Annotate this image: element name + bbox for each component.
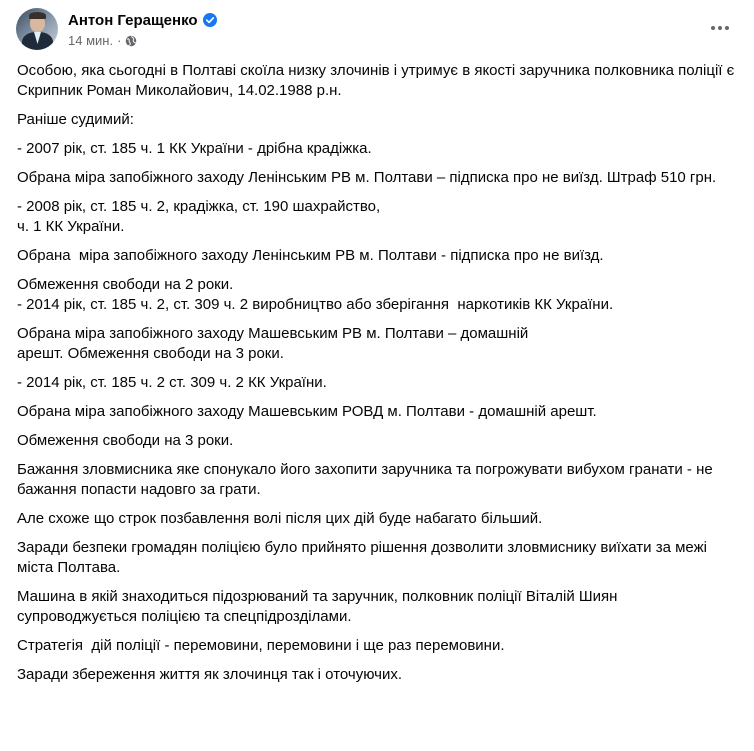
post-paragraph: Обрана міра запобіжного заходу Ленінським РВ м. Полтави – підписка про не виїзд. Штраф 510 грн. <box>17 169 717 186</box>
author-row <box>68 10 217 30</box>
more-horizontal-icon <box>711 26 715 30</box>
post-meta <box>68 10 217 48</box>
post-paragraph: Особою, яка сьогодні в Полтаві скоїла низку злочинів і утримує в якості заручника полковника поліції є Скрипник Роман Миколайович, 14.02.1988 р.н. <box>17 62 739 99</box>
timestamp-row <box>68 33 217 48</box>
post-paragraph: Обрана міра запобіжного заходу Ленінським РВ м. Полтави - підписка про не виїзд. <box>17 247 604 264</box>
post-paragraph: - 2014 рік, ст. 185 ч. 2 ст. 309 ч. 2 КК України. <box>17 374 327 391</box>
globe-icon[interactable] <box>125 35 137 47</box>
verified-badge-icon <box>203 13 217 27</box>
post-paragraph: Заради збереження життя як злочинця так і оточуючих. <box>17 666 403 683</box>
post-paragraph: Обмеження свободи на 3 роки. <box>17 432 234 449</box>
post-paragraph: Заради безпеки громадян поліцією було прийнято рішення дозволити зловмиснику виїхати за межі міста Полтава. <box>17 539 712 576</box>
more-dot <box>718 26 722 30</box>
post-header <box>16 4 217 54</box>
separator-dot: · <box>117 33 122 48</box>
post-paragraph: Обрана міра запобіжного заходу Машевським РОВД м. Полтави - домашній арешт. <box>17 403 597 420</box>
post-paragraph: Стратегія дій поліції - перемовини, перемовини і ще раз перемовини. <box>17 637 505 654</box>
post-paragraph: Машина в якій знаходиться підозрюваний та заручник, полковник поліції Віталій Шиян супроводжується поліцією та спецпідрозділами. <box>17 588 622 625</box>
post-paragraph: - 2007 рік, ст. 185 ч. 1 КК України - дрібна крадіжка. <box>17 140 372 157</box>
more-dot <box>725 26 729 30</box>
post-timestamp[interactable]: 14 мин. <box>68 33 114 48</box>
post-body <box>17 61 737 694</box>
author-name[interactable]: Антон Геращенко <box>68 11 198 29</box>
avatar[interactable] <box>16 8 58 50</box>
post-paragraph: Бажання зловмисника яке спонукало його захопити заручника та погрожувати вибухом гранати - не бажання попасти надовго за грати. <box>17 461 717 498</box>
post-paragraph: Раніше судимий: <box>17 111 134 128</box>
post-paragraph: - 2008 рік, ст. 185 ч. 2, крадіжка, ст. 190 шахрайство, ч. 1 КК України. <box>17 198 381 235</box>
post-paragraph: Обмеження свободи на 2 роки. - 2014 рік, ст. 185 ч. 2, ст. 309 ч. 2 виробництво або зберігання наркотиків КК України. <box>17 276 614 313</box>
post-paragraph: Обрана міра запобіжного заходу Машевським РВ м. Полтави – домашній арешт. Обмеження свободи на 3 роки. <box>17 325 529 362</box>
post-paragraph: Але схоже що строк позбавлення волі після цих дій буде набагато більший. <box>17 510 543 527</box>
more-options-button[interactable] <box>702 10 738 46</box>
